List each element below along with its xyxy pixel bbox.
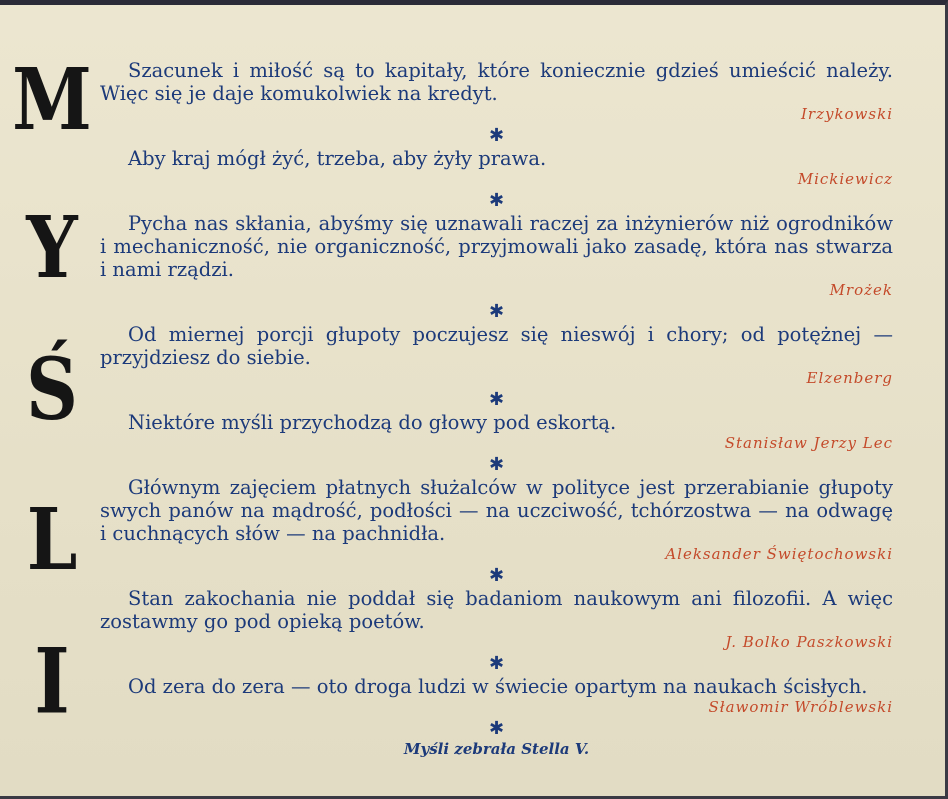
separator-star-icon: ✱ <box>488 301 505 322</box>
quote-text: Od zera do zera — oto droga ludzi w świecie opartym na naukach ścisłych. <box>128 675 868 698</box>
compiler-credit: Myśli zebrała Stella V. <box>403 740 590 758</box>
quote-block <box>100 476 893 564</box>
title-letter-m: M <box>12 48 92 150</box>
quote-text: Aby kraj mógł żyć, trzeba, aby żyły prawa. <box>128 147 547 170</box>
quote-block <box>100 59 893 124</box>
separator-star-icon: ✱ <box>488 125 505 146</box>
quote-text: Pycha nas skłania, abyśmy się uznawali raczej za inżynierów niż ogrodników i mechaniczność, nie organiczność, przyjmowali jako zasadę, która nas stwarza i nami rządzi. <box>100 212 893 281</box>
quote-author: Irzykowski <box>800 105 893 123</box>
quote-block <box>100 212 893 300</box>
quote-text: Stan zakochania nie poddał się badaniom naukowym ani filozofii. A więc zostawmy go pod opieką poetów. <box>100 587 893 633</box>
quote-block <box>100 147 893 189</box>
quote-author: Elzenberg <box>806 369 893 387</box>
vertical-title <box>6 47 98 747</box>
quote-text: Od miernej porcji głupoty poczujesz się nieswój i chory; od potężnej — przyjdziesz do siebie. <box>100 323 893 369</box>
quote-author: Sławomir Wróblewski <box>708 698 893 716</box>
title-letter-i: I <box>34 628 70 734</box>
title-letter-y: Y <box>26 196 78 298</box>
separator-star-icon: ✱ <box>488 389 505 410</box>
quote-author: Mrożek <box>829 281 893 299</box>
quote-author: J. Bolko Paszkowski <box>725 633 893 651</box>
quote-block <box>100 587 893 652</box>
separator-star-icon: ✱ <box>488 565 505 586</box>
quote-text: Głównym zajęciem płatnych służalców w polityce jest przerabianie głupoty swych panów na mądrość, podłości — na uczciwość, tchórzostwa — na odwagę i cuchnących słów — na pachnidła. <box>100 476 893 545</box>
quote-author: Aleksander Świętochowski <box>665 545 893 563</box>
quote-block <box>100 675 893 717</box>
separator-star-icon: ✱ <box>488 190 505 211</box>
title-letter-l: L <box>26 488 78 590</box>
separator-star-icon: ✱ <box>488 718 505 739</box>
quote-block <box>100 411 893 453</box>
separator-star-icon: ✱ <box>488 653 505 674</box>
quote-block <box>100 323 893 388</box>
quotes-column <box>100 59 893 758</box>
quote-author: Stanisław Jerzy Lec <box>724 434 893 452</box>
quote-author: Mickiewicz <box>797 170 893 188</box>
title-letter-s-acute: Ś <box>26 338 78 440</box>
quote-text: Szacunek i miłość są to kapitały, które koniecznie gdzieś umieścić należy. Więc się je daje komukolwiek na kredyt. <box>100 59 893 105</box>
quote-text: Niektóre myśli przychodzą do głowy pod eskortą. <box>128 411 617 434</box>
separator-star-icon: ✱ <box>488 454 505 475</box>
